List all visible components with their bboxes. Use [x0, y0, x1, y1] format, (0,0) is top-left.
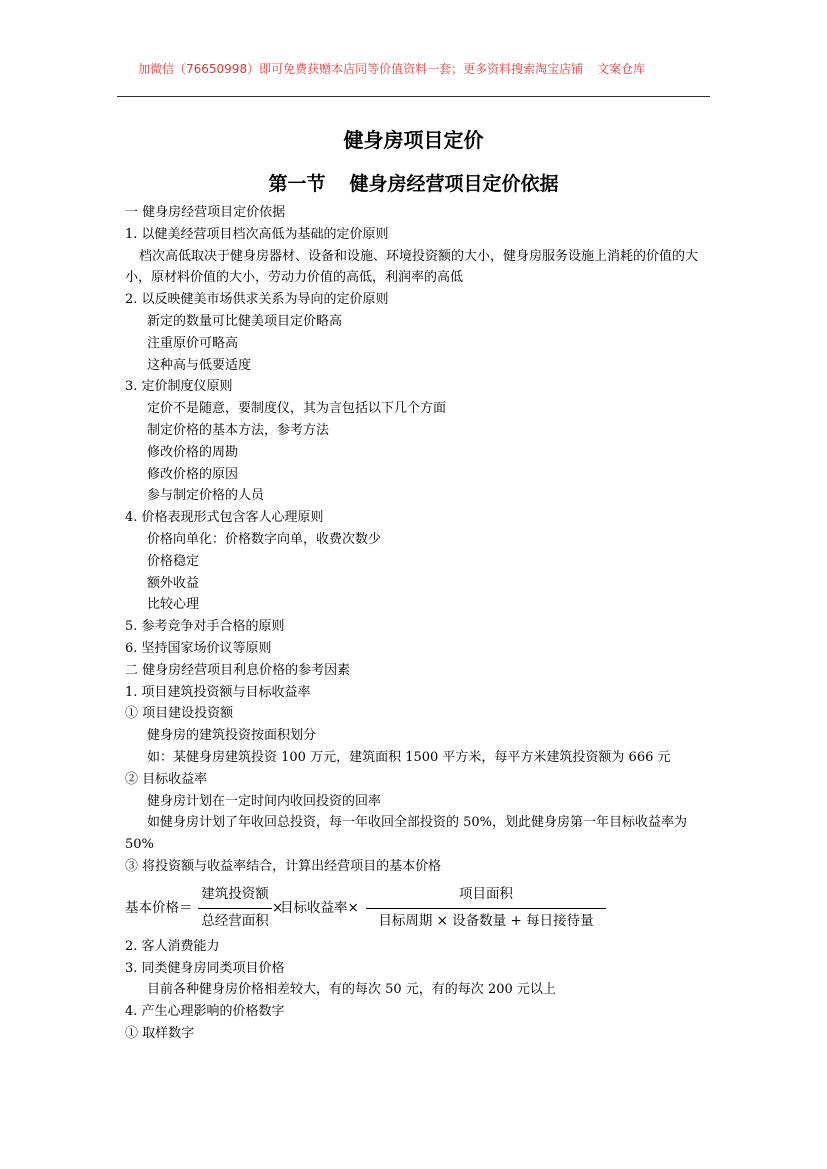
sub-item: 目前各种健身房价格相差较大，有的每次 50 元，有的每次 200 元以上 [147, 982, 556, 998]
promo-header [138, 60, 645, 77]
sub-item: 参与制定价格的人员 [147, 488, 265, 504]
sub-item: 修改价格的原因 [147, 466, 239, 482]
sub-item: 健身房的建筑投资按面积划分 [147, 728, 317, 744]
sub-item: 额外收益 [147, 575, 200, 591]
sub-item: 注重原价可略高 [147, 335, 239, 351]
page-title: 健身房项目定价 [343, 128, 484, 152]
list-item: 3. 定价制度仪原则 [125, 379, 233, 395]
fraction-numerator: 项目面积 [459, 885, 513, 902]
list-item: 1. 项目建筑投资额与目标收益率 [125, 684, 311, 700]
sub-item: 新定的数量可比健美项目定价略高 [147, 313, 343, 329]
sub-item: 健身房计划在一定时间内收回投资的回率 [147, 793, 382, 809]
fraction-area [366, 884, 606, 933]
list-item: ① 项目建设投资额 [125, 706, 234, 722]
price-formula [125, 884, 705, 932]
fraction-denominator: 总经营面积 [201, 912, 269, 929]
list-item: ③ 将投资额与收益率结合，计算出经营项目的基本价格 [125, 858, 442, 874]
fraction-investment [198, 884, 272, 933]
list-item: 4. 价格表现形式包含客人心理原则 [125, 510, 324, 526]
paragraph: 如健身房计划了年收回总投资，每一年收回全部投资的 50%，划此健身房第一年目标收益率为 50% [125, 815, 688, 853]
sub-item: 比较心理 [147, 597, 200, 613]
list-item: 2. 以反映健美市场供求关系为导向的定价原则 [125, 292, 389, 308]
paragraph: 档次高低取决于健身房器材、设备和设施、环境投资额的大小，健身房服务设施上消耗的价值的大小，原材料价值的大小，劳动力价值的高低，利润率的高低 [125, 248, 699, 286]
sub-item: 定价不是随意，要制度仪，其为言包括以下几个方面 [147, 401, 447, 417]
list-item: 5. 参考竞争对手合格的原则 [125, 619, 285, 635]
sub-item: 价格向单化：价格数字向单，收费次数少 [147, 531, 382, 547]
fraction-numerator: 建筑投资额 [201, 885, 269, 902]
heading-1: 一 健身房经营项目定价依据 [125, 205, 286, 220]
list-item: ② 目标收益率 [125, 771, 208, 787]
formula-label: 基本价格＝ [125, 899, 193, 916]
list-item: 3. 同类健身房同类项目价格 [125, 960, 285, 976]
paragraph: 如：某健身房建筑投资 100 万元，建筑面积 1500 平方米，每平方米建筑投资额为 666 元 [147, 749, 671, 765]
promo-text: 加微信（76650998）即可免费获赠本店同等价值资料一套；更多资料搜索淘宝店铺 [138, 62, 584, 76]
list-item: 4. 产生心理影响的价格数字 [125, 1004, 285, 1020]
sub-item: 这种高与低要适度 [147, 357, 252, 373]
list-item: ① 取样数字 [125, 1025, 195, 1041]
list-item: 2. 客人消费能力 [125, 938, 220, 954]
formula-middle: 目标收益率× [280, 899, 359, 916]
section-number: 第一节 [268, 173, 326, 195]
shop-name: 文案仓库 [597, 62, 646, 76]
section-title [0, 169, 827, 196]
list-item: 6. 坚持国家场价议等原则 [125, 640, 272, 656]
heading-2: 二 健身房经营项目利息价格的参考因素 [125, 662, 351, 678]
sub-item: 价格稳定 [147, 553, 200, 569]
sub-item: 制定价格的基本方法，参考方法 [147, 422, 330, 438]
sub-item: 修改价格的周勘 [147, 444, 239, 460]
document-body [125, 202, 705, 1045]
fraction-denominator: 目标周期 × 设备数量 + 每日接待量 [378, 912, 594, 929]
times-sign: × [272, 899, 284, 916]
header-rule [117, 96, 710, 97]
list-item: 1. 以健美经营项目档次高低为基础的定价原则 [125, 226, 389, 242]
section-heading: 健身房经营项目定价依据 [349, 173, 559, 195]
